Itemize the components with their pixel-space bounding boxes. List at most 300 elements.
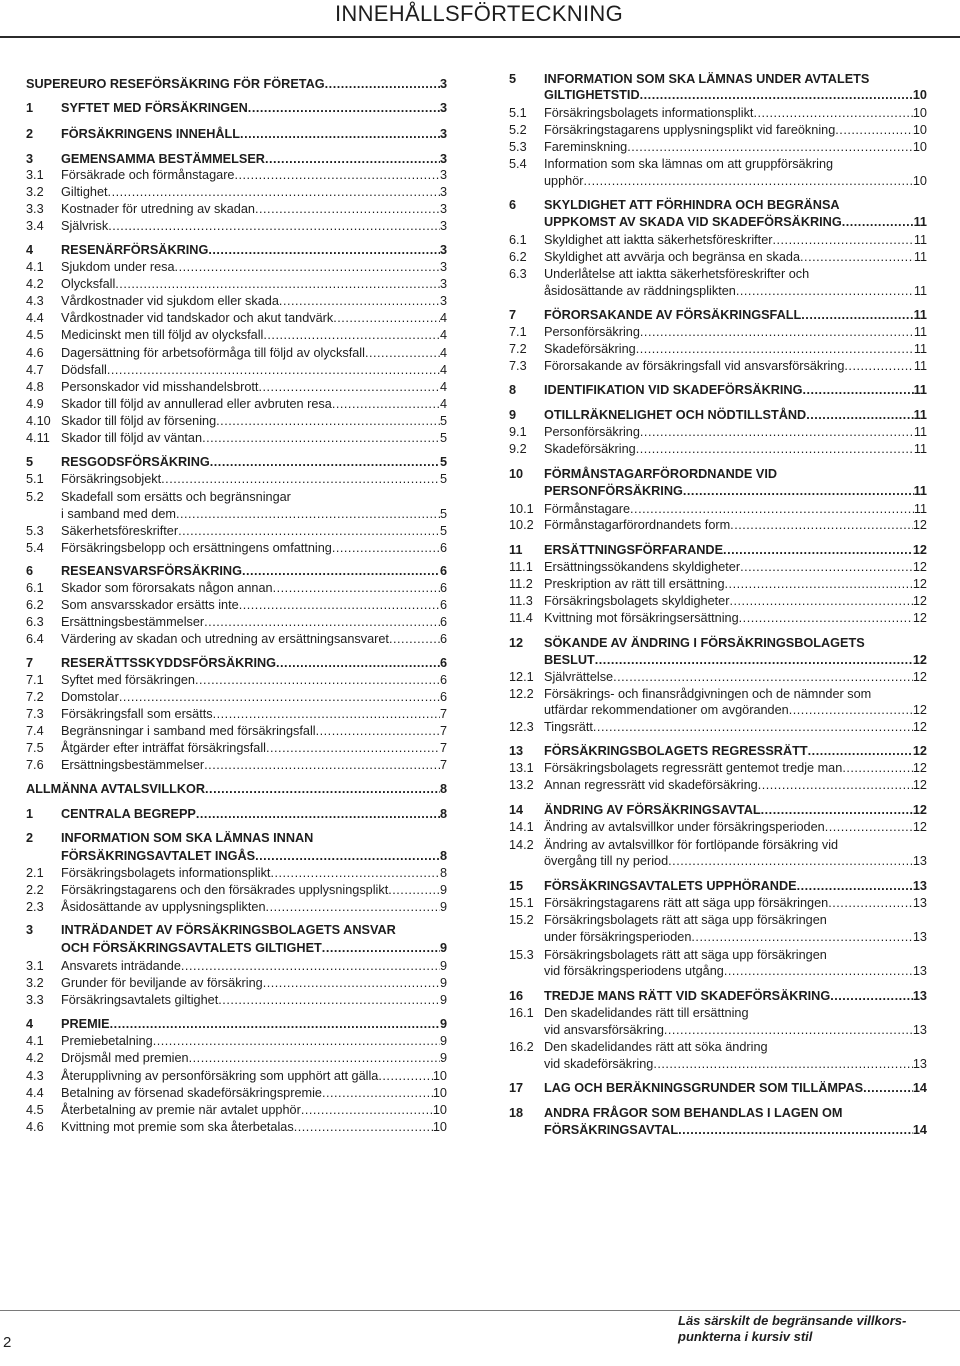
toc-entry-title: Som ansvarsskador ersätts inte [61, 598, 239, 612]
toc-entry-number: 5.3 [509, 140, 527, 154]
toc-entry-title: Personförsäkring [544, 325, 640, 339]
toc-entry [509, 1104, 927, 1122]
toc-entry-page: 3 [439, 77, 447, 91]
toc-entry-title: Skyldighet att iaktta säkerhetsföreskrifter [544, 233, 773, 247]
toc-entry-title: Ersättningsbestämmelser [61, 615, 205, 629]
toc-entry [509, 423, 927, 441]
toc-entry-number: 2 [26, 831, 34, 845]
toc-entry-title: Värdering av skadan och utredning av ersättningsansvaret [61, 632, 389, 646]
toc-entry-number: 4.4 [26, 1086, 44, 1100]
toc-entry [509, 357, 927, 375]
toc-entry [509, 213, 927, 231]
toc-entry-number: 4.5 [26, 328, 44, 342]
toc-entry-page: 11 [913, 425, 927, 439]
toc-entry-title: Information som ska lämnas om att gruppförsäkring [544, 157, 834, 171]
toc-entry-number: 1 [26, 101, 34, 115]
toc-entry-number: 15.1 [509, 896, 534, 910]
toc-entry [509, 138, 927, 156]
toc-entry-number: 14 [509, 803, 524, 817]
toc-entry-page: 9 [439, 941, 447, 955]
toc-entry-number: 15.3 [509, 948, 534, 962]
toc-entry-title: Förmånstagarförordnandets form [544, 518, 731, 532]
toc-entry-number: 6.1 [509, 233, 527, 247]
toc-entry-page: 11 [913, 325, 927, 339]
toc-entry-title: Kvittning mot försäkringsersättning [544, 611, 739, 625]
toc-entry-title: ÄNDRING AV FÖRSÄKRINGSAVTAL [544, 803, 761, 817]
toc-entry-page: 8 [439, 866, 447, 880]
toc-entry-page: 3 [439, 243, 447, 257]
toc-entry [509, 609, 927, 627]
toc-entry-number: 6 [26, 564, 34, 578]
toc-entry-title: RESGODSFÖRSÄKRING [61, 455, 210, 469]
toc-entry-page: 6 [439, 598, 447, 612]
dot-leader [691, 928, 912, 946]
toc-entry-page: 5 [439, 414, 447, 428]
toc-entry-number: 8 [509, 383, 517, 397]
toc-entry-number: 7.3 [509, 359, 527, 373]
toc-entry-title: Skadeförsäkring [544, 342, 636, 356]
toc-entry-number: 4.1 [26, 1034, 44, 1048]
toc-entry-title: Ändring av avtalsvillkor för fortlöpande försäkring vid [544, 838, 839, 852]
toc-entry-title: Betalning av försenad skadeförsäkringspremie [61, 1086, 322, 1100]
toc-entry-number: 7.5 [26, 741, 44, 755]
toc-entry-number: 5.4 [26, 541, 44, 555]
toc-entry-title: Grunder för beviljande av försäkring [61, 976, 263, 990]
toc-entry [509, 248, 927, 266]
toc-entry-page: 11 [913, 359, 927, 373]
toc-entry-page: 10 [432, 1086, 447, 1100]
toc-entry-page: 4 [439, 328, 447, 342]
toc-entry-number: 11.1 [509, 560, 533, 574]
toc-entry-page: 14 [912, 1081, 927, 1095]
toc-entry-page: 5 [439, 524, 447, 538]
toc-entry [509, 1079, 927, 1097]
toc-entry-number: 4.4 [26, 311, 44, 325]
toc-entry-title: Personskador vid misshandelsbrott [61, 380, 259, 394]
toc-entry-title: övergång till ny period [544, 854, 669, 868]
toc-entry [509, 381, 927, 399]
toc-entry-title: Skadefall som ersätts och begränsningar [61, 490, 291, 504]
toc-entry-title: FÖRSÄKRINGSBOLAGETS REGRESSRÄTT [544, 744, 808, 758]
toc-entry-number: 5.2 [26, 490, 44, 504]
toc-entry-number: 9 [509, 408, 517, 422]
toc-entry-page: 9 [439, 1034, 447, 1048]
toc-entry-title: LAG OCH BERÄKNINGSGRUNDER SOM TILLÄMPAS [544, 1081, 864, 1095]
toc-entry-title: Skador till följd av annullerad eller avbruten resa [61, 397, 332, 411]
dot-leader [664, 1021, 913, 1039]
dot-leader [636, 440, 914, 458]
toc-entry [509, 894, 927, 912]
dot-leader [789, 701, 913, 719]
toc-entry-number: 3 [26, 152, 34, 166]
toc-entry-page: 3 [439, 294, 447, 308]
toc-entry-number: 13.2 [509, 778, 534, 792]
toc-entry-number: 13.1 [509, 761, 534, 775]
toc-entry-page: 7 [439, 758, 447, 772]
toc-entry-number: 4.6 [26, 346, 44, 360]
toc-entry [509, 306, 927, 324]
dot-leader [729, 592, 912, 610]
toc-entry [509, 962, 927, 980]
toc-entry-number: 3.3 [26, 202, 44, 216]
toc-entry [509, 1055, 927, 1073]
toc-entry-page: 4 [439, 346, 447, 360]
toc-entry-page: 9 [439, 883, 447, 897]
toc-entry-page: 3 [439, 219, 447, 233]
toc-entry-title: under försäkringsperioden [544, 930, 692, 944]
toc-entry-title: Försäkringsobjekt [61, 472, 162, 486]
toc-entry-page: 10 [912, 123, 927, 137]
toc-entry-number: 5 [509, 72, 517, 86]
toc-entry-number: 6.4 [26, 632, 44, 646]
toc-entry-page: 12 [912, 803, 927, 817]
toc-entry-title: Dagersättning för arbetsoförmåga till följd av olycksfall [61, 346, 365, 360]
toc-entry-title: FÖRSÄKRINGSAVTALETS UPPHÖRANDE [544, 879, 797, 893]
toc-entry-title: i samband med dem [61, 507, 176, 521]
dot-leader [772, 231, 913, 249]
toc-entry-page: 9 [439, 959, 447, 973]
toc-entry-title: Fareminskning [544, 140, 628, 154]
toc-entry-title: Förorsakande av försäkringsfall vid ansvarsförsäkring [544, 359, 845, 373]
toc-entry-title: Självrättelse [544, 670, 614, 684]
dot-leader [640, 423, 914, 441]
toc-entry-page: 13 [912, 1057, 927, 1071]
dot-leader [761, 801, 913, 819]
toc-entry-title: Försäkringsavtalets giltighet [61, 993, 219, 1007]
toc-entry-page: 10 [912, 140, 927, 154]
toc-entry-number: 3.4 [26, 219, 44, 233]
toc-entry-title: Försäkringsbolagets regressrätt gentemot tredje man [544, 761, 843, 775]
dot-leader [842, 759, 913, 777]
dot-leader [613, 668, 913, 686]
toc-entry-title: GILTIGHETSTID [544, 88, 640, 102]
dot-leader [678, 1121, 913, 1139]
toc-entry-page: 11 [913, 502, 927, 516]
toc-entry-number: 3.3 [26, 993, 44, 1007]
toc-entry [509, 987, 927, 1005]
toc-entry-title: Syftet med försäkringen [61, 673, 195, 687]
toc-entry [509, 759, 927, 777]
toc-entry-page: 13 [912, 896, 927, 910]
toc-entry [509, 121, 927, 139]
toc-entry-number: 4.9 [26, 397, 44, 411]
toc-entry-title: SKYLDIGHET ATT FÖRHINDRA OCH BEGRÄNSA [544, 198, 840, 212]
dot-leader [835, 121, 913, 139]
toc-entry [509, 592, 927, 610]
toc-entry-title: Vårdkostnader vid tandskador och akut tandvärk [61, 311, 334, 325]
toc-entry-page: 3 [439, 277, 447, 291]
toc-entry-title: UPPKOMST AV SKADA VID SKADEFÖRSÄKRING [544, 215, 842, 229]
toc-entry [509, 482, 927, 500]
toc-entry-title: Återupplivning av personförsäkring som upphört att gälla [61, 1069, 379, 1083]
toc-entry-title: Den skadelidandes rätt att söka ändring [544, 1040, 768, 1054]
toc-entry-page: 6 [439, 615, 447, 629]
toc-entry-title: Försäkrade och förmånstagare [61, 168, 235, 182]
toc-entry [509, 104, 927, 122]
toc-entry-title: Kostnader för utredning av skadan [61, 202, 255, 216]
dot-leader [653, 1055, 913, 1073]
toc-entry-title: Säkerhetsföreskrifter [61, 524, 179, 538]
dot-leader [668, 852, 913, 870]
dot-leader [863, 1079, 913, 1097]
toc-entry-number: 6.3 [26, 615, 44, 629]
toc-entry-number: 5.2 [509, 123, 527, 137]
toc-entry-page: 3 [439, 127, 447, 141]
toc-entry-page: 3 [439, 152, 447, 166]
toc-entry-title: RESEANSVARSFÖRSÄKRING [61, 564, 242, 578]
toc-entry-title: PREMIE [61, 1017, 110, 1031]
toc-entry-page: 6 [439, 690, 447, 704]
toc-entry-title: ALLMÄNNA AVTALSVILLKOR [26, 782, 206, 796]
toc-entry-number: 3 [26, 923, 34, 937]
toc-entry-page: 6 [439, 581, 447, 595]
toc-entry [509, 1021, 927, 1039]
toc-entry-title: Skador till följd av väntan [61, 431, 203, 445]
toc-entry-number: 5.4 [509, 157, 527, 171]
toc-entry-page: 7 [439, 741, 447, 755]
toc-entry-title: Preskription av rätt till ersättning [544, 577, 725, 591]
toc-entry-title: RESENÄRFÖRSÄKRING [61, 243, 209, 257]
footer-note-line: Läs särskilt de begränsande villkors- [678, 1313, 907, 1328]
toc-entry-page: 12 [912, 720, 927, 734]
toc-entry-page: 4 [439, 397, 447, 411]
toc-entry [509, 877, 927, 895]
toc-entry-title: Försäkringstagarens och den försäkrades upplysningsplikt [61, 883, 389, 897]
toc-entry-title: Försäkringsbolagets informationsplikt [61, 866, 271, 880]
toc-entry-number: 3.1 [26, 959, 44, 973]
toc-entry-page: 13 [912, 930, 927, 944]
toc-entry [509, 1004, 927, 1022]
toc-entry-title: Skador som förorsakats någon annan [61, 581, 273, 595]
toc-entry-title: Ansvarets inträdande [61, 959, 181, 973]
toc-entry-title: SUPEREURO RESEFÖRSÄKRING FÖR FÖRETAG [26, 77, 325, 91]
toc-entry-title: INFORMATION SOM SKA LÄMNAS UNDER AVTALETS [544, 72, 870, 86]
toc-entry-number: 6.1 [26, 581, 44, 595]
toc-entry-title: utfärdar rekommendationer om avgöranden [544, 703, 789, 717]
toc-entry-title: OCH FÖRSÄKRINGSAVTALETS GILTIGHET [61, 941, 322, 955]
dot-leader [640, 323, 914, 341]
toc-entry-page: 11 [913, 442, 927, 456]
toc-entry-page: 11 [913, 233, 927, 247]
toc-entry-page: 6 [439, 541, 447, 555]
toc-entry [509, 541, 927, 559]
toc-entry-title: Försäkringsbolagets rätt att säga upp försäkringen [544, 913, 827, 927]
toc-entry-page: 13 [912, 879, 927, 893]
toc-entry-number: 4.3 [26, 294, 44, 308]
toc-entry-number: 7.4 [26, 724, 44, 738]
toc-entry-number: 6.2 [26, 598, 44, 612]
toc-entry-page: 11 [913, 383, 927, 397]
toc-entry-page: 13 [912, 1023, 927, 1037]
toc-entry-number: 4.6 [26, 1120, 44, 1134]
toc-entry-number: 10.2 [509, 518, 534, 532]
toc-entry-number: 4.5 [26, 1103, 44, 1117]
toc-entry-page: 5 [439, 455, 447, 469]
toc-entry-title: Ersättningssökandens skyldigheter [544, 560, 741, 574]
toc-entry-number: 1 [26, 807, 34, 821]
toc-entry-page: 8 [439, 807, 447, 821]
dot-leader [830, 987, 913, 1005]
dot-leader [842, 213, 914, 231]
toc-entry-page: 12 [912, 744, 927, 758]
toc-entry-title: Underlåtelse att iaktta säkerhetsföreskrifter och [544, 267, 810, 281]
dot-leader [844, 357, 913, 375]
toc-entry-page: 12 [912, 594, 927, 608]
toc-entry-page: 3 [439, 101, 447, 115]
toc-entry-title: Personförsäkring [544, 425, 640, 439]
toc-entry-number: 16.1 [509, 1006, 534, 1020]
toc-entry-number: 4.10 [26, 414, 51, 428]
toc-entry-page: 13 [912, 989, 927, 1003]
footer-divider [0, 1310, 960, 1311]
toc-entry [509, 668, 927, 686]
toc-entry-number: 6.2 [509, 250, 527, 264]
toc-entry-title: Försäkringsfall som ersätts [61, 707, 213, 721]
dot-leader [627, 138, 913, 156]
toc-entry-page: 11 [913, 408, 927, 422]
toc-entry-number: 5.1 [509, 106, 527, 120]
toc-entry-page: 10 [912, 106, 927, 120]
toc-entry-number: 9.1 [509, 425, 527, 439]
toc-entry-title: Sjukdom under resa [61, 260, 175, 274]
dot-leader [730, 516, 913, 534]
toc-entry-number: 6 [509, 198, 517, 212]
toc-entry [509, 196, 927, 214]
toc-entry-page: 11 [913, 250, 927, 264]
toc-entry-page: 4 [439, 311, 447, 325]
dot-leader [808, 742, 913, 760]
toc-entry-page: 11 [913, 308, 927, 322]
dot-leader [584, 172, 913, 190]
toc-entry [509, 323, 927, 341]
toc-entry-page: 3 [439, 168, 447, 182]
toc-entry-number: 4.11 [26, 431, 50, 445]
toc-entry [509, 575, 927, 593]
toc-entry [509, 155, 927, 173]
toc-entry-title: vid försäkringsperiodens utgång [544, 964, 724, 978]
toc-entry [509, 852, 927, 870]
toc-entry-page: 10 [432, 1103, 447, 1117]
toc-entry-title: Annan regressrätt vid skadeförsäkring [544, 778, 758, 792]
toc-entry-number: 18 [509, 1106, 524, 1120]
toc-entry-number: 11 [509, 543, 523, 557]
toc-entry-page: 10 [432, 1069, 447, 1083]
toc-entry-title: Försäkringstagarens upplysningsplikt vid fareökning [544, 123, 836, 137]
toc-entry-title: Begränsningar i samband med försäkringsfall [61, 724, 316, 738]
toc-entry-title: Den skadelidandes rätt till ersättning [544, 1006, 749, 1020]
toc-entry [509, 172, 927, 190]
toc-entry [509, 231, 927, 249]
toc-entry-page: 12 [912, 778, 927, 792]
toc-entry-page: 11 [913, 284, 927, 298]
toc-entry-title: SYFTET MED FÖRSÄKRINGEN [61, 101, 248, 115]
dot-leader [593, 718, 913, 736]
dot-leader [723, 541, 913, 559]
toc-entry-title: FÖRORSAKANDE AV FÖRSÄKRINGSFALL [544, 308, 802, 322]
toc-entry [509, 86, 927, 104]
toc-entry-title: Medicinskt men till följd av olycksfall [61, 328, 264, 342]
toc-entry-page: 5 [439, 507, 447, 521]
toc-entry-page: 9 [439, 976, 447, 990]
page-number: 2 [3, 1334, 12, 1351]
toc-entry-title: Försäkringstagarens rätt att säga upp försäkringen [544, 896, 829, 910]
toc-entry [509, 558, 927, 576]
dot-leader [802, 381, 913, 399]
toc-entry-number: 4.1 [26, 260, 44, 274]
toc-entry-title: FÖRSÄKRINGENS INNEHÅLL [61, 127, 241, 141]
toc-entry-title: Giltighet [61, 185, 108, 199]
toc-entry-title: Ersättningsbestämmelser [61, 758, 205, 772]
toc-entry-title: åsidosättande av räddningsplikten [544, 284, 736, 298]
toc-entry-title: Försäkringsbolagets skyldigheter [544, 594, 730, 608]
toc-entry-title: vid skadeförsäkring [544, 1057, 654, 1071]
toc-entry-page: 9 [439, 1051, 447, 1065]
toc-entry-number: 3.2 [26, 976, 44, 990]
toc-entry-number: 12.1 [509, 670, 534, 684]
toc-entry [509, 651, 927, 669]
toc-entry-number: 4 [26, 243, 34, 257]
toc-entry-title: ERSÄTTNINGSFÖRFARANDE [544, 543, 724, 557]
toc-entry-title: Försäkrings- och finansrådgivningen och de nämnder som [544, 687, 872, 701]
toc-entry [509, 282, 927, 300]
toc-entry-number: 4.8 [26, 380, 44, 394]
toc-entry-number: 11.2 [509, 577, 533, 591]
dot-leader [753, 104, 912, 122]
toc-entry-title: Ändring av avtalsvillkor under försäkringsperioden [544, 820, 825, 834]
toc-entry-page: 9 [439, 993, 447, 1007]
dot-leader [595, 651, 913, 669]
toc-entry-title: Förmånstagare [544, 502, 631, 516]
toc-entry-page: 13 [912, 854, 927, 868]
toc-entry-page: 12 [912, 577, 927, 591]
footer-note-line: punkterna i kursiv stil [678, 1329, 813, 1344]
dot-leader [806, 406, 913, 424]
dot-leader [739, 609, 913, 627]
toc-entry-page: 7 [439, 707, 447, 721]
toc-entry-page: 3 [439, 260, 447, 274]
toc-entry-page: 12 [912, 518, 927, 532]
toc-entry [509, 406, 927, 424]
toc-entry-title: OTILLRÄKNELIGHET OCH NÖDTILLSTÅND [544, 408, 807, 422]
toc-entry-number: 10 [509, 467, 524, 481]
toc-entry [509, 742, 927, 760]
toc-entry-number: 4.2 [26, 1051, 44, 1065]
toc-entry-number: 7.2 [26, 690, 44, 704]
toc-entry-page: 5 [439, 431, 447, 445]
toc-entry-number: 9.2 [509, 442, 527, 456]
toc-entry [509, 911, 927, 929]
toc-entry-number: 14.1 [509, 820, 534, 834]
dot-leader [683, 482, 914, 500]
toc-entry-number: 7 [509, 308, 517, 322]
page-title: INNEHÅLLSFÖRTECKNING [335, 1, 623, 26]
toc-entry-title: Skador till följd av försening [61, 414, 217, 428]
dot-leader [758, 776, 913, 794]
toc-entry-title: Dödsfall [61, 363, 107, 377]
toc-entry-title: Försäkringsbolagets informationsplikt [544, 106, 754, 120]
toc-entry-number: 5 [26, 455, 34, 469]
toc-entry-page: 12 [912, 670, 927, 684]
toc-entry-page: 13 [912, 964, 927, 978]
toc-entry-title: IDENTIFIKATION VID SKADEFÖRSÄKRING [544, 383, 803, 397]
toc-entry-title: SÖKANDE AV ÄNDRING I FÖRSÄKRINGSBOLAGETS [544, 636, 865, 650]
dot-leader [801, 306, 913, 324]
toc-entry-title: upphör [544, 174, 584, 188]
toc-entry-page: 6 [439, 656, 447, 670]
toc-entry [509, 340, 927, 358]
toc-entry-title: TREDJE MANS RÄTT VID SKADEFÖRSÄKRING [544, 989, 831, 1003]
toc-entry-page: 10 [912, 88, 927, 102]
